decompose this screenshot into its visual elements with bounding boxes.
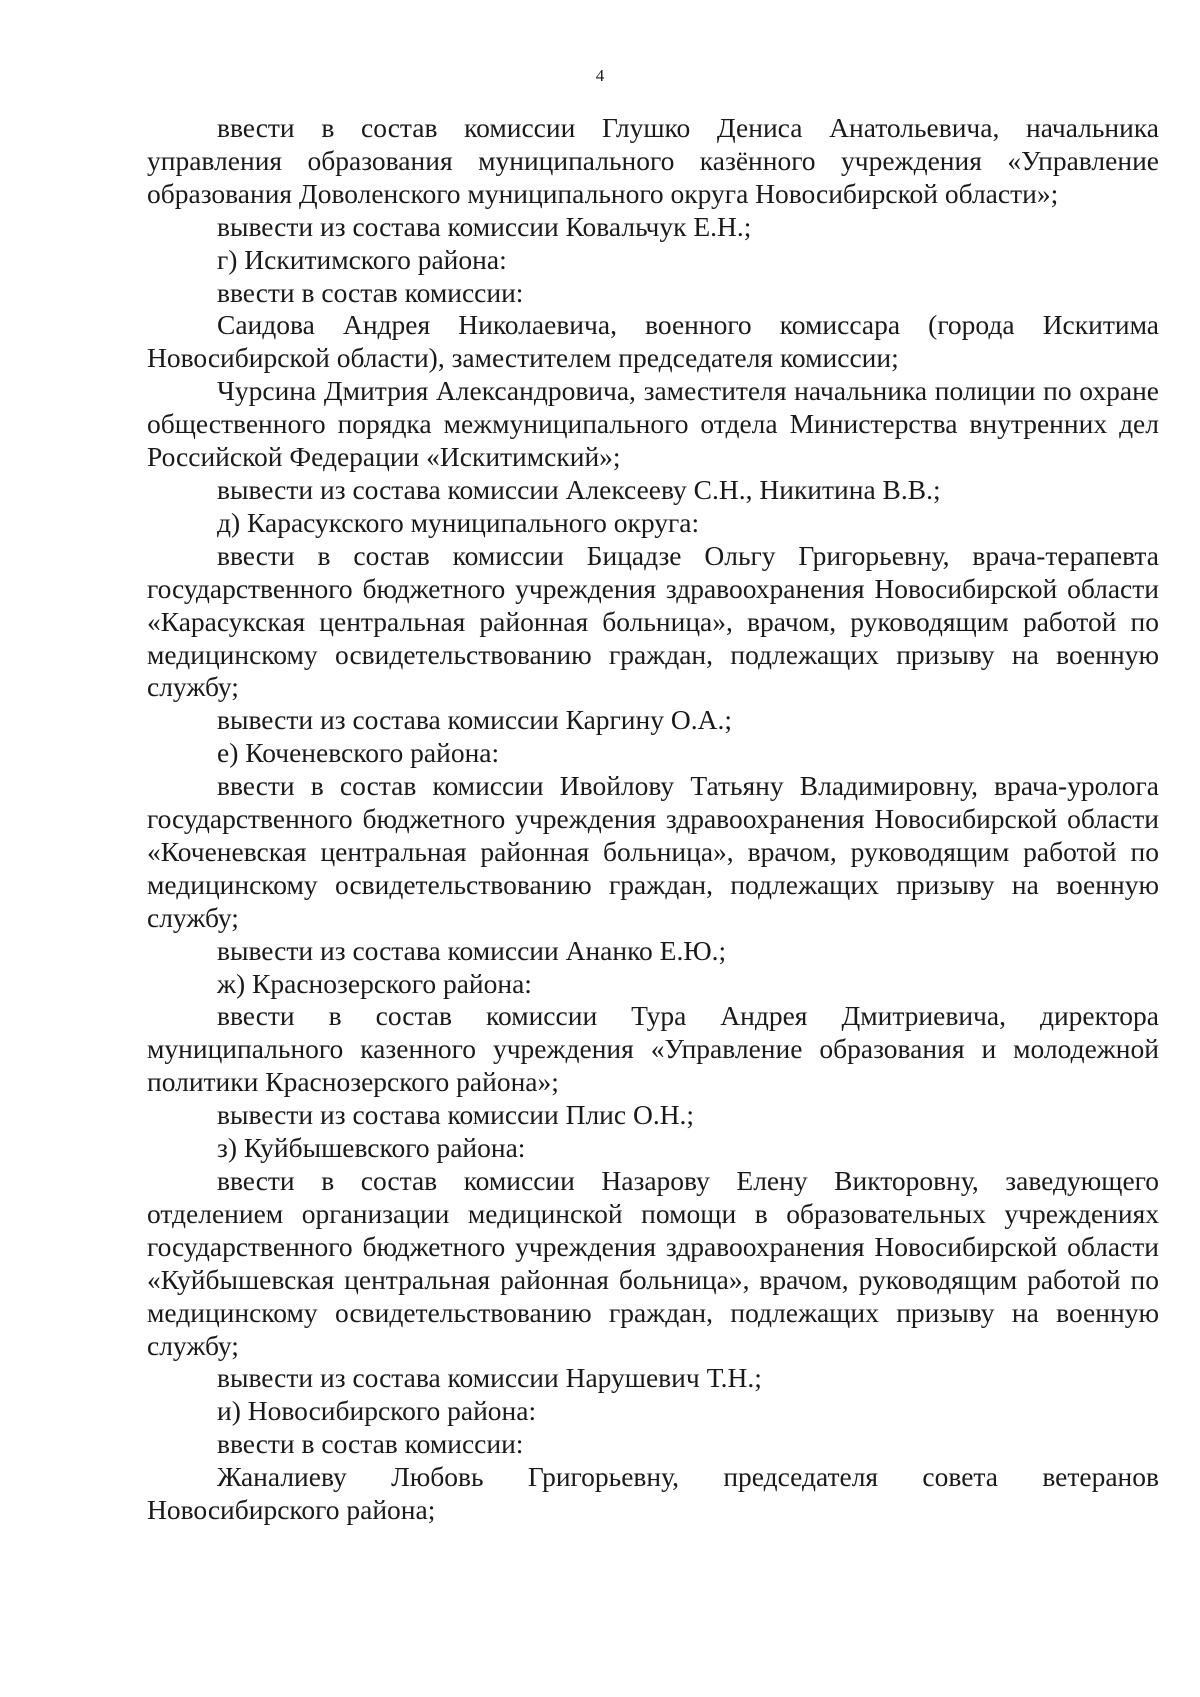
- paragraph: вывести из состава комиссии Алексееву С.Н., Никитина В.В.;: [217, 473, 941, 505]
- paragraph: вывести из состава комиссии Ковальчук Е.Н.;: [217, 210, 752, 242]
- paragraph: ввести в состав комиссии Глушко Дениса Анатольевича, начальника управления образования муниципального казённого учреждения «Управление образования Доволенского муниципального округа Новосибирской области»;: [147, 112, 1159, 209]
- paragraph: ж) Краснозерского района:: [217, 967, 532, 999]
- paragraph: вывести из состава комиссии Каргину О.А.;: [217, 704, 732, 736]
- paragraph: ввести в состав комиссии:: [217, 276, 524, 308]
- page-number: 4: [595, 66, 605, 85]
- paragraph: з) Куйбышевского района:: [217, 1132, 526, 1164]
- paragraph: ввести в состав комиссии Назарову Елену Викторовну, заведующего отделением организации медицинской помощи в образовательных учреждениях государственного бюджетного учреждения здравоохранения Новосибирской области «Куйбышевская центральная районная больница», врачом, руководящим работой по медицинскому освидетельствованию граждан, подлежащих призыву на военную службу;: [147, 1165, 1159, 1361]
- paragraph: д) Карасукского муниципального округа:: [217, 506, 700, 538]
- paragraph: ввести в состав комиссии Ивойлову Татьяну Владимировну, врача-уролога государственного бюджетного учреждения здравоохранения Новосибирской области «Коченевская центральная районная больница», врачом, руководящим работой по медицинскому освидетельствованию граждан, подлежащих призыву на военную службу;: [147, 770, 1159, 933]
- paragraph: Чурсина Дмитрия Александровича, заместителя начальника полиции по охране общественного порядка межмуниципального отдела Министерства внутренних дел Российской Федерации «Искитимский»;: [147, 375, 1159, 473]
- paragraph: вывести из состава комиссии Нарушевич Т.Н.;: [217, 1362, 762, 1394]
- paragraph: и) Новосибирского района:: [217, 1395, 537, 1427]
- paragraph: ввести в состав комиссии Бицадзе Ольгу Григорьевну, врача-терапевта государственного бюджетного учреждения здравоохранения Новосибирской области «Карасукская центральная районная больница», врачом, руководящим работой по медицинскому освидетельствованию граждан, подлежащих призыву на военную службу;: [147, 539, 1159, 703]
- paragraph: вывести из состава комиссии Ананко Е.Ю.;: [217, 934, 727, 966]
- document-body: [147, 112, 1159, 1527]
- paragraph: вывести из состава комиссии Плис О.Н.;: [217, 1099, 695, 1131]
- paragraph: е) Коченевского района:: [217, 737, 500, 769]
- paragraph: ввести в состав комиссии:: [217, 1428, 524, 1460]
- paragraph: Саидова Андрея Николаевича, военного комиссара (города Искитима Новосибирской области), заместителем председателя комиссии;: [147, 309, 1159, 374]
- paragraph: ввести в состав комиссии Тура Андрея Дмитриевича, директора муниципального казенного учреждения «Управление образования и молодежной политики Краснозерского района»;: [147, 1000, 1159, 1098]
- paragraph: г) Искитимского района:: [217, 243, 507, 275]
- paragraph: Жаналиеву Любовь Григорьевну, председателя совета ветеранов Новосибирского района;: [147, 1461, 1159, 1526]
